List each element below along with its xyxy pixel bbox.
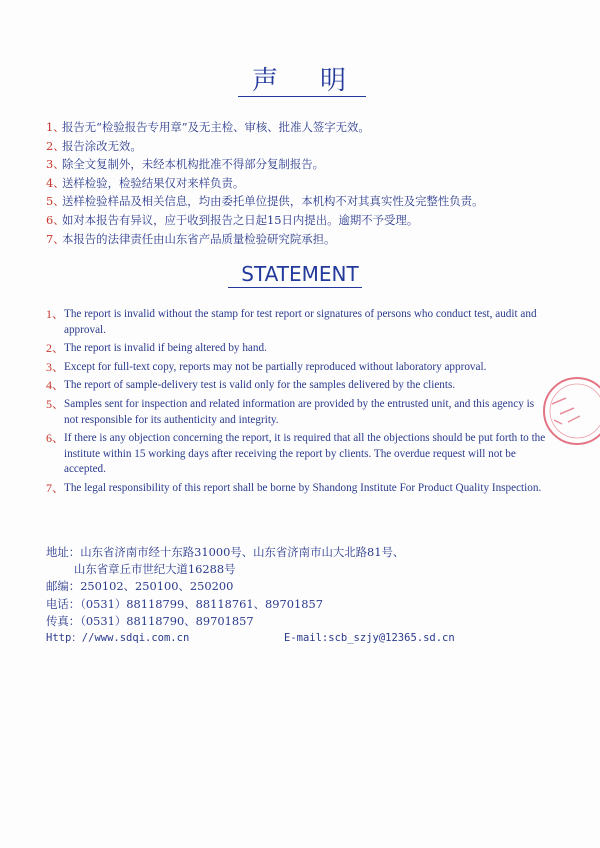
address-line-1: 山东省济南市经十东路31000号、山东省济南市山大北路81号、: [80, 545, 405, 559]
item-text: 如对本报告有异议，应于收到报告之日起15日内提出。逾期不予受理。: [62, 212, 419, 227]
official-seal-stamp: [540, 374, 600, 448]
item-text: The report is invalid if being altered by hand.: [64, 342, 267, 355]
item-number: 6、: [46, 431, 65, 446]
english-statement-item: [46, 431, 546, 478]
item-number: 7、: [46, 231, 65, 246]
item-text: 除全文复制外，未经本机构批准不得部分复制报告。: [62, 157, 324, 172]
postcode-row: [46, 578, 566, 595]
email-label: E-mail:: [284, 632, 329, 645]
phone-label: 电话：: [46, 596, 81, 611]
chinese-statement-item: [46, 192, 576, 211]
item-text: Samples sent for inspection and related information are provided by the entrusted unit, and this agency is not responsible for its authenticity and integrity.: [64, 397, 535, 426]
phone-row: [46, 596, 566, 613]
address-row: [46, 544, 566, 561]
postcode-value: 250102、250100、250200: [80, 579, 234, 594]
website-link[interactable]: //www.sdqi.com.cn: [81, 632, 190, 645]
web-email-row: [46, 630, 566, 647]
english-title: STATEMENT: [241, 262, 359, 286]
http-label: Http：: [46, 632, 82, 645]
chinese-statement-item: [46, 137, 576, 156]
address-line-2: 山东省章丘市世纪大道16288号: [74, 562, 236, 577]
phone-value: （0531）88118799、88118761、89701857: [80, 596, 323, 611]
chinese-statement-item: [46, 155, 576, 174]
item-number: 2、: [46, 341, 65, 356]
english-statement-item: [46, 307, 546, 338]
email-group: [284, 630, 455, 647]
item-number: 7、: [46, 480, 65, 495]
chinese-title-char-2: 明: [319, 66, 348, 96]
item-text: 报告涂改无效。: [62, 138, 142, 153]
item-number: 5、: [46, 396, 65, 411]
item-text: If there is any objection concerning the report, it is required that all the objections should be put forth to the institute within 15 working days after receiving the report by clients. The overdue request will not be accepted.: [64, 432, 546, 476]
item-text: Except for full-text copy, reports may not be partially reproduced without laboratory approval.: [64, 360, 487, 373]
english-statement-item: [46, 360, 546, 376]
english-statement-item: [46, 378, 546, 394]
address-row-2: [46, 561, 566, 578]
fax-label: 传真：: [46, 613, 81, 628]
chinese-statement-list: [46, 118, 576, 248]
address-label: 地址：: [46, 545, 81, 559]
english-statement-item: [46, 481, 546, 497]
email-link[interactable]: scb_szjy@12365.sd.cn: [328, 632, 455, 645]
item-number: 4、: [46, 378, 65, 393]
contact-info: [46, 544, 566, 647]
item-number: 2、: [46, 138, 65, 153]
item-text: The report is invalid without the stamp for test report or signatures of persons who conduct test, audit and approval.: [64, 308, 537, 336]
postcode-label: 邮编：: [46, 579, 81, 594]
item-text: 送样检验，检验结果仅对来样负责。: [62, 175, 245, 190]
item-number: 4、: [46, 175, 65, 190]
item-number: 6、: [46, 212, 65, 227]
chinese-statement-item: [46, 174, 576, 193]
item-number: 1、: [46, 307, 65, 321]
item-number: 5、: [46, 194, 65, 209]
fax-row: [46, 613, 566, 630]
english-statement-item: [46, 341, 546, 357]
chinese-title: [0, 60, 600, 97]
item-number: 1、: [46, 120, 65, 134]
item-text: The legal responsibility of this report shall be borne by Shandong Institute For Product Quality Inspection.: [64, 481, 542, 494]
english-title-underline: [228, 287, 362, 288]
chinese-statement-item: [46, 211, 576, 230]
english-statement-list: [46, 307, 546, 500]
item-number: 3、: [46, 359, 65, 374]
item-text: 报告无“检验报告专用章”及无主检、审核、批准人签字无效。: [62, 120, 370, 134]
chinese-statement-item: [46, 230, 576, 249]
item-text: The report of sample-delivery test is valid only for the samples delivered by the clients.: [64, 379, 456, 392]
english-statement-item: [46, 397, 546, 428]
fax-value: （0531）88118790、89701857: [80, 613, 254, 628]
chinese-title-char-1: 声: [251, 66, 280, 96]
chinese-title-underline: [238, 96, 366, 97]
item-number: 3、: [46, 157, 65, 172]
item-text: 本报告的法律责任由山东省产品质量检验研究院承担。: [62, 231, 336, 246]
item-text: 送样检验样品及相关信息，均由委托单位提供，本机构不对其真实性及完整性负责。: [62, 194, 484, 209]
chinese-statement-item: [46, 118, 576, 137]
